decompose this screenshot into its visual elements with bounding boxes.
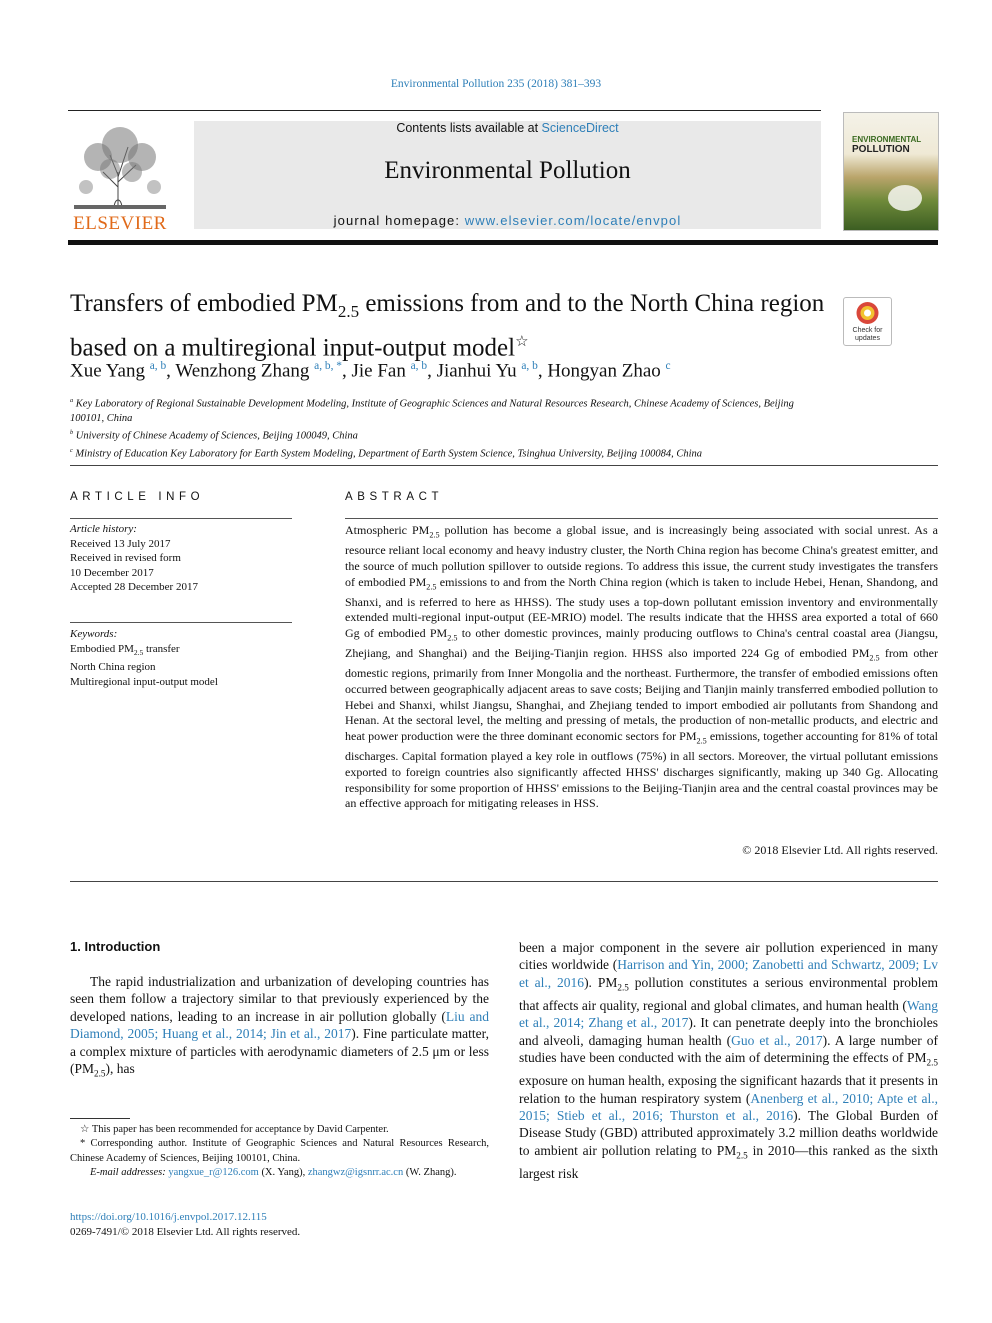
footnote-recommendation: ☆ This paper has been recommended for acceptance by David Carpenter. [80,1124,389,1135]
header-top-rule [68,110,821,111]
elsevier-logo [68,117,172,233]
affiliation-a: $^a$ Key Laboratory of Regional Sustainable Development Modeling, Institute of Geographic Sciences and Natural Resources Research, Chinese Academy of Sciences, Beijing 100101, China [70,397,794,424]
homepage-prefix: journal homepage: [333,213,465,228]
footnote-emails: E-mail addresses: yangxue_r@126.com (X. Yang), zhangwz@igsnrr.ac.cn (W. Zhang). [90,1166,457,1178]
title-sub: 2.5 [337,302,360,321]
author-name: Wenzhong Zhang [175,360,310,382]
contents-prefix: Contents lists available at [396,121,542,135]
divider [70,622,292,623]
history-item: 10 December 2017 [70,566,154,579]
keyword: Multiregional input-output model [70,675,218,688]
citation-link[interactable]: Wang et al., 2014; Zhang et al., 2017 [519,997,938,1031]
introduction-heading: 1. Introduction [70,939,161,954]
citation-link[interactable]: Harrison and Yin, 2000; Zanobetti and Schwartz, 2009; Lv et al., 2016 [519,957,938,990]
citation-link[interactable]: Liu and Diamond, 2005; Huang et al., 2014; Jin et al., 2017 [70,1008,489,1042]
footnote-corresponding: * Corresponding author. Institute of Geographic Sciences and Natural Resources Research, Chinese Academy of Sciences, Beijing 100101, China. [70,1138,489,1164]
elsevier-wordmark: ELSEVIER [73,213,167,234]
email-link[interactable]: zhangwz@igsnrr.ac.cn [307,1166,404,1178]
author-affil-marks[interactable]: a, b [521,360,538,372]
crossmark-icon [844,298,891,328]
author-affil-marks[interactable]: a, b [149,360,167,372]
author-name: Hongyan Zhao [547,360,661,382]
author-affil-marks[interactable]: c [665,360,671,372]
divider [345,518,938,519]
cover-title-line2: POLLUTION [852,144,910,155]
cover-title-line1: ENVIRONMENTAL [852,135,922,144]
divider [70,518,292,519]
journal-reference[interactable]: Environmental Pollution 235 (2018) 381–393 [390,78,602,90]
homepage-line [194,213,821,228]
article-info-heading: ARTICLE INFO [70,491,205,503]
abstract-text: Atmospheric $PM_{2.5}$ pollution has become a global issue, and is increasingly being associated with social unrest. As a resource reliant local economy and heavy industry cluster, the North China region has become China's greatest emitter, and the source of much pollution spillover to outside regions. To address this issue, the current study investigates the transfers of embodied $PM_{2.5}$ emissions to and from the North China region (which is taken to include Hebei, Henan, Shandong, and Shanxi, and is referred to here as HHSS). The study uses a top-down pollutant emission inventory and environmentally extended multi-regional input-output (EE-MRIO) model. The results indicate that the HHSS area exported a total of 660 Gg of embodied $PM_{2.5}$ to other domestic provinces, mainly producing outflows to China's central coastal area (Jiangsu, Zhejiang, and Shanghai) and the Beijing-Tianjin region. HHSS also imported 224 Gg of embodied $PM_{2.5}$ from other domestic regions, primarily from Inner Mongolia and the northeast. Furthermore, the transfer of embodied emissions often occurred between geographically adjacent areas to save costs; Beijing and Tianjin mainly transferred embodied pollution to Hebei and Shanxi, whilst Jiangsu, Shanghai, and Zhejiang tended to import embodied air pollutants from Shandong and Henan. At the sectoral level, the melting and pressing of metals, the production of non-metallic products, and electric and heat power production were the three dominant economic sectors for $PM_{2.5}$ emissions, together accounting for 81% of total discharges. Capital formation played a key role in outflows (75%) in all sectors. Moreover, the virtual pollutant emissions exported to foreign countries also significantly affected HHSS' discharges significantly, making up 340 Gg. Allocating responsibility for some proportion of HHSS' emissions to the Beijing-Tianjin area and the central coastal provinces may be an effective approach for mitigating releases in HSS. [345,523,939,811]
homepage-link[interactable]: www.elsevier.com/locate/envpol [464,213,682,228]
intro-paragraph-continued: been a major component in the severe air pollution experienced in many cities worldwide (Harrison and Yin, 2000; Zanobetti and Schwartz, 2009; Lv et al., 2016). $PM_{2.5}$ pollution constitutes a serious environmental problem that affects air quality, regional and global climates, and human health (Wang et al., 2014; Zhang et al., 2017). It can penetrate deeply into the bronchioles and alveoli, damaging human health (Guo et al., 2017). A large number of studies have been conducted with the aim of determining the effects of $PM_{2.5}$ exposure on human health, exposing the significant hazards that it presents in relation to the human respiratory system (Anenberg et al., 2010; Apte et al., 2015; Stieb et al., 2016; Thurston et al., 2016). The Global Burden of Disease Study (GBD) attributed approximately 3.2 million deaths worldwide to ambient air pollution relating to $PM_{2.5}$ in 2010—this ranked as the sixth largest risk [519,940,939,1181]
title-mark: ☆ [515,334,529,350]
author-name: Jie Fan [351,360,406,382]
author-affil-marks[interactable]: a, b, * [314,360,342,372]
badge-line1: Check for [852,327,883,334]
abstract-copyright: © 2018 Elsevier Ltd. All rights reserved. [742,843,938,857]
author-list: Xue Yang $^{a, b}$, Wenzhong Zhang $^{a, b, *}$, Jie Fan $^{a, b}$, Jianhui Yu $^{a, b}$, Hongyan Zhao $^c$ [70,360,671,382]
citation-link[interactable]: Anenberg et al., 2010; Apte et al., 2015; Stieb et al., 2016; Thurston et al., 2016 [519,1090,938,1124]
title-part1: Transfers of embodied PM [70,290,338,317]
sciencedirect-link[interactable]: ScienceDirect [541,121,619,135]
author-name: Xue Yang [70,360,145,382]
affiliation-b: $^b$ University of Chinese Academy of Sciences, Beijing 100049, China [70,429,358,442]
badge-line2: updates [855,335,880,342]
cover-image-icon [888,185,922,211]
history-label: Article history: [70,523,137,535]
author-name: Jianhui Yu [436,360,517,382]
footnote-rule [70,1118,130,1119]
affiliation-c: $^c$ Ministry of Education Key Laboratory for Earth System Modeling, Department of Earth System Science, Tsinghua University, Beijing 100084, China [70,446,703,460]
title-part2: emissions from and to the North China region based on a multiregional input-output model [70,290,825,362]
abstract-heading: ABSTRACT [345,491,444,503]
journal-cover[interactable] [843,112,939,231]
keywords [70,627,292,689]
article-history [70,522,292,595]
keyword: Embodied $PM_{2.5}$ transfer [70,642,180,657]
keywords-label: Keywords: [70,628,118,640]
history-item: Received in revised form [70,552,181,564]
history-item: Accepted 28 December 2017 [70,581,198,593]
affiliations [70,394,830,462]
contents-line [194,121,821,135]
doi-link[interactable]: https://doi.org/10.1016/j.envpol.2017.12.115 [70,1211,267,1223]
keyword: North China region [70,661,156,674]
author-affil-marks[interactable]: a, b [410,360,428,372]
citation-link[interactable]: Guo et al., 2017 [731,1032,823,1048]
divider [70,881,938,882]
history-item: Received 13 July 2017 [70,537,171,550]
journal-name: Environmental Pollution [384,157,631,184]
issn-line: 0269-7491/© 2018 Elsevier Ltd. All rights reserved. [70,1226,301,1238]
email-link[interactable]: yangxue_r@126.com [168,1166,259,1178]
footnotes [70,1123,489,1180]
check-for-updates-badge[interactable] [843,297,892,346]
divider [70,465,938,466]
header-thick-rule [68,240,938,245]
intro-paragraph-1: The rapid industrialization and urbanization of developing countries has seen them follow a trajectory similar to that previously experienced by the developed nations, leading to an increase in air pollution globally (Liu and Diamond, 2005; Huang et al., 2014; Jin et al., 2017). Fine particulate matter, a complex mixture of particles with aerodynamic diameters of 2.5 μm or less $(PM_{2.5})$, has [70,974,489,1079]
article-title [70,288,830,363]
